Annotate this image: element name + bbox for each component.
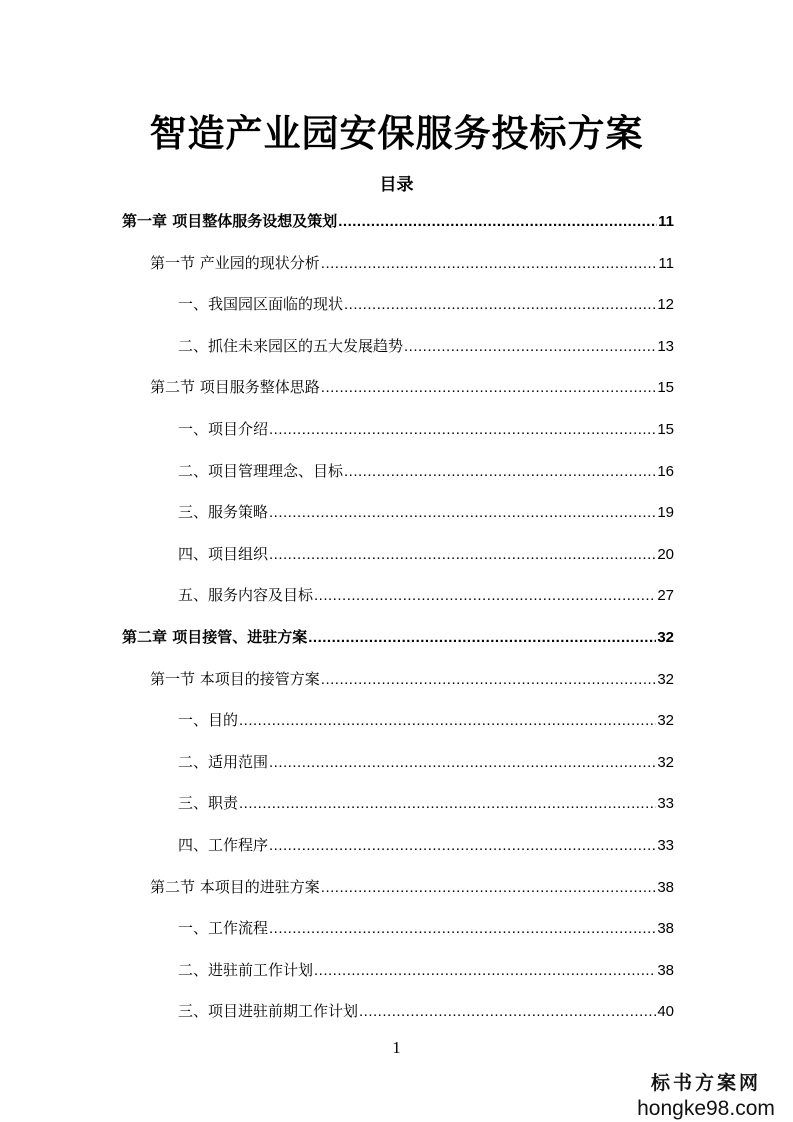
toc-entry-label: 五、服务内容及目标 (178, 586, 314, 605)
toc-leader-dots (269, 504, 656, 521)
toc-entry-item[interactable] (178, 834, 674, 858)
toc-leader-dots (308, 629, 656, 646)
toc-leader-dots (404, 338, 656, 355)
toc-entry-item[interactable] (178, 293, 674, 317)
toc-entry-label: 四、工作程序 (178, 836, 269, 854)
toc-entry-item[interactable] (178, 917, 674, 941)
toc-leader-dots (239, 795, 656, 812)
toc-leader-dots (344, 463, 656, 480)
toc-leader-dots (269, 837, 656, 854)
toc-entry-section[interactable] (150, 876, 674, 900)
toc-entry-item[interactable] (178, 335, 674, 359)
toc-entry-item[interactable] (178, 584, 674, 608)
toc-entry-label: 第一节 本项目的接管方案 (150, 669, 320, 688)
page-number: 1 (392, 1038, 401, 1057)
toc-entry-label: 三、职责 (178, 794, 239, 813)
toc-entry-chapter[interactable] (122, 626, 674, 650)
toc-entry-label: 二、抓住未来园区的五大发展趋势 (178, 336, 404, 355)
watermark-site-name: 标书方案网 (650, 1072, 761, 1094)
toc-entry-page: 38 (657, 920, 674, 938)
toc-entry-item[interactable] (178, 709, 674, 733)
toc-entry-item[interactable] (178, 959, 674, 983)
toc-leader-dots (338, 213, 657, 230)
toc-leader-dots (321, 671, 657, 688)
toc-entry-label: 二、进驻前工作计划 (178, 960, 314, 979)
toc-leader-dots (321, 379, 657, 396)
toc-leader-dots (344, 296, 656, 313)
watermark (631, 1068, 781, 1121)
toc-entry-label: 第二节 项目服务整体思路 (150, 378, 320, 397)
toc-entry-page: 12 (657, 296, 674, 314)
toc-leader-dots (269, 421, 656, 438)
toc-entry-page: 15 (657, 379, 674, 397)
toc-leader-dots (269, 920, 656, 937)
toc-entry-label: 二、项目管理理念、目标 (178, 461, 344, 480)
toc-entry-page: 32 (657, 670, 674, 688)
toc-entry-label: 第二章 项目接管、进驻方案 (122, 628, 308, 646)
toc-heading: 目录 (379, 175, 414, 195)
toc-entry-label: 三、服务策略 (178, 503, 269, 522)
toc-entry-page: 20 (657, 545, 674, 563)
toc-leader-dots (321, 255, 658, 272)
toc-entry-page: 11 (658, 213, 674, 230)
toc-entry-page: 32 (657, 629, 674, 646)
toc-entry-page: 32 (657, 712, 674, 730)
toc-leader-dots (314, 587, 656, 604)
document-title: 智造产业园安保服务投标方案 (149, 112, 644, 155)
toc-entry-page: 16 (657, 462, 674, 480)
toc-entry-label: 一、目的 (178, 711, 239, 730)
toc-leader-dots (239, 712, 656, 729)
toc-entry-page: 15 (657, 421, 674, 438)
toc-entry-section[interactable] (150, 252, 674, 276)
toc-leader-dots (269, 754, 656, 771)
toc-entry-label: 二、适用范围 (178, 752, 269, 771)
toc-entry-label: 四、项目组织 (178, 544, 269, 563)
toc-entry-chapter[interactable] (122, 210, 674, 234)
toc-entry-label: 一、项目介绍 (178, 420, 269, 438)
toc-entry-label: 三、项目进驻前期工作计划 (178, 1002, 359, 1021)
toc-leader-dots (321, 879, 657, 896)
toc-entry-label: 第一节 产业园的现状分析 (150, 253, 320, 272)
toc-entry-section[interactable] (150, 668, 674, 692)
toc-leader-dots (359, 1003, 656, 1020)
toc-entry-page: 38 (657, 961, 674, 979)
toc-entry-page: 40 (657, 1003, 674, 1021)
toc-entry-page: 32 (657, 753, 674, 771)
toc-entry-item[interactable] (178, 460, 674, 484)
toc-entry-page: 33 (657, 795, 674, 813)
toc-entry-page: 13 (657, 337, 674, 355)
toc-entry-label: 一、工作流程 (178, 919, 269, 938)
toc-entry-item[interactable] (178, 543, 674, 567)
toc-entry-page: 11 (658, 254, 674, 272)
toc-entry-page: 33 (657, 837, 674, 854)
toc-entry-item[interactable] (178, 751, 674, 775)
toc-entry-page: 19 (657, 504, 674, 522)
toc-entry-label: 第二节 本项目的进驻方案 (150, 877, 320, 896)
toc-entry-item[interactable] (178, 1000, 674, 1024)
toc-leader-dots (314, 962, 656, 979)
toc-leader-dots (269, 546, 656, 563)
toc-entry-item[interactable] (178, 792, 674, 816)
toc-entry-label: 一、我国园区面临的现状 (178, 295, 344, 314)
toc-entry-label: 第一章 项目整体服务设想及策划 (122, 212, 338, 230)
watermark-url: hongke98.com (637, 1097, 775, 1120)
toc-entry-section[interactable] (150, 376, 674, 400)
toc-entry-item[interactable] (178, 501, 674, 525)
toc-entry-item[interactable] (178, 418, 674, 442)
toc-entry-page: 27 (657, 587, 674, 605)
toc-entry-page: 38 (657, 878, 674, 896)
